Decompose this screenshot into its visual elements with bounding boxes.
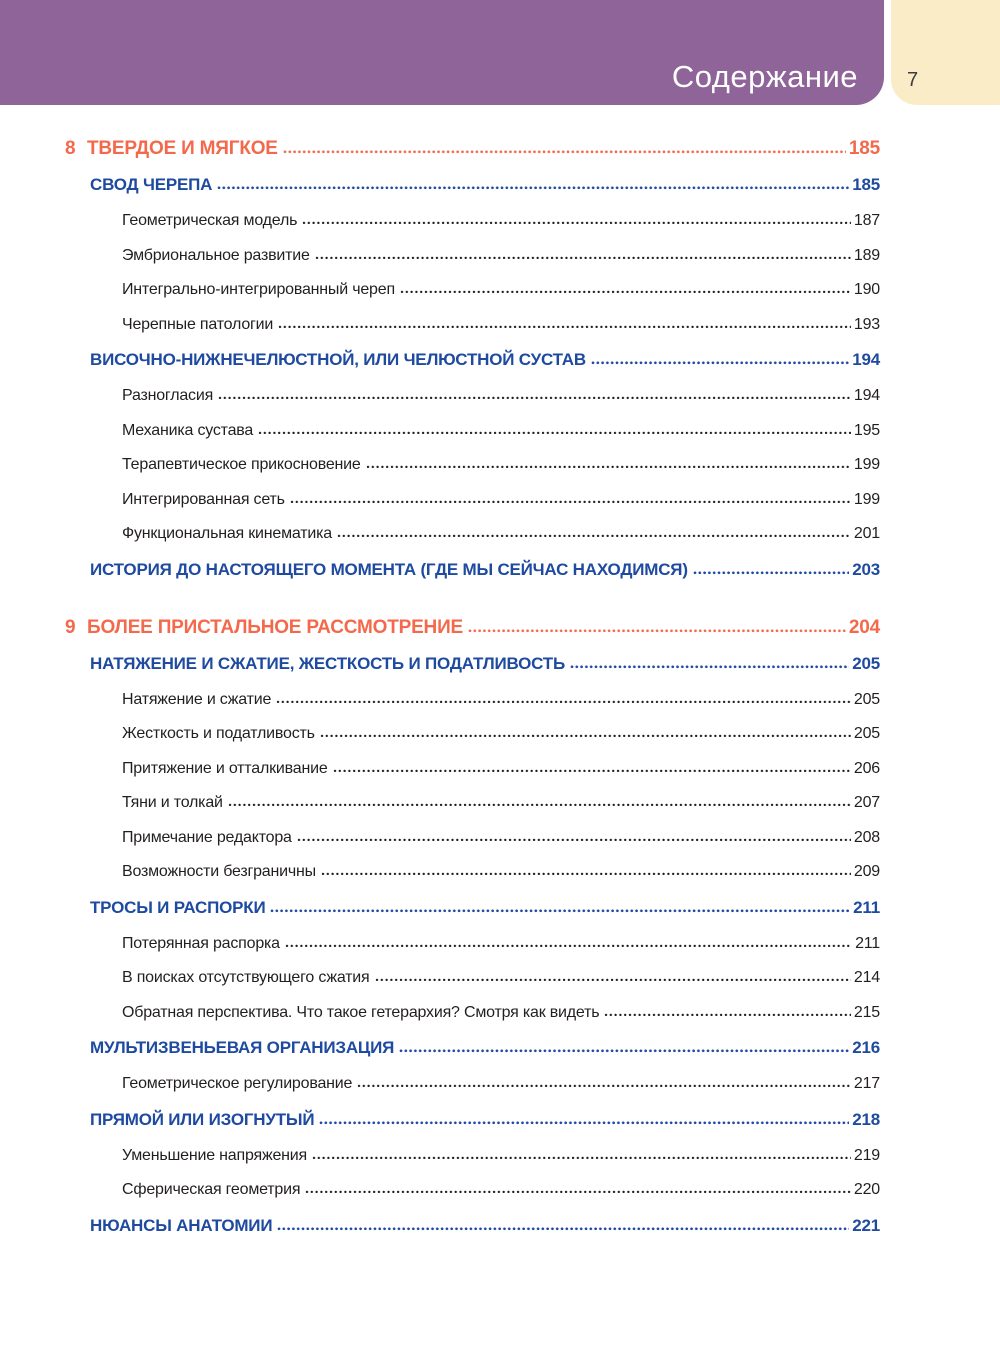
dot-leader	[283, 149, 846, 154]
toc-page-number: 205	[853, 690, 880, 708]
toc-entry-row[interactable]	[122, 969, 880, 987]
toc-entry-row[interactable]	[122, 794, 880, 812]
page-number-tab	[891, 0, 1000, 105]
toc-section-row[interactable]	[90, 1216, 880, 1236]
toc-title: Возможности безграничны	[122, 863, 316, 880]
toc-page-number: 199	[853, 456, 880, 473]
toc-title: Уменьшение напряжения	[122, 1146, 307, 1164]
toc-page-number: 208	[853, 828, 880, 846]
dot-leader	[321, 871, 851, 876]
toc-entry-row[interactable]	[122, 935, 880, 953]
toc-chapter-row[interactable]	[65, 617, 880, 639]
toc-page-number: 201	[853, 525, 880, 542]
toc-title: Жесткость и податливость	[122, 725, 315, 742]
dot-leader	[278, 324, 851, 329]
dot-leader	[468, 628, 846, 633]
toc-entry-row[interactable]	[122, 863, 880, 881]
toc-title: ПРЯМОЙ ИЛИ ИЗОГНУТЫЙ	[90, 1109, 315, 1129]
dot-leader	[218, 395, 851, 400]
toc-entry-row[interactable]	[122, 491, 880, 509]
toc-title: БОЛЕЕ ПРИСТАЛЬНОЕ РАССМОТРЕНИЕ	[87, 616, 464, 638]
toc-entry-row[interactable]	[122, 1075, 880, 1093]
dot-leader	[297, 837, 851, 842]
dot-leader	[312, 1155, 851, 1160]
toc-section-row[interactable]	[90, 350, 880, 370]
toc-page-number: 219	[853, 1146, 880, 1164]
toc-entry-row[interactable]	[122, 422, 880, 440]
toc-entry-row[interactable]	[122, 212, 880, 230]
dot-leader	[399, 1048, 849, 1053]
toc-page-number: 193	[853, 315, 880, 333]
toc-title: Механика сустава	[122, 421, 254, 439]
toc-page-number: 218	[852, 1109, 880, 1129]
toc-page-number: 215	[853, 1003, 880, 1021]
toc-page-number: 194	[853, 387, 880, 404]
dot-leader	[320, 733, 851, 738]
dot-leader	[277, 1226, 849, 1231]
toc-entry-row[interactable]	[122, 1147, 880, 1165]
toc-section-row[interactable]	[90, 175, 880, 195]
toc-page-number: 190	[853, 281, 880, 298]
toc-title: В поисках отсутствующего сжатия	[122, 969, 370, 986]
dot-leader	[258, 430, 851, 435]
toc-page-number: 205	[853, 725, 880, 742]
toc-page-number: 185	[852, 175, 880, 194]
toc-title: МУЛЬТИЗВЕНЬЕВАЯ ОРГАНИЗАЦИЯ	[90, 1038, 395, 1057]
toc-title: ИСТОРИЯ ДО НАСТОЯЩЕГО МОМЕНТА (ГДЕ МЫ СЕЙЧАС НАХОДИМСЯ)	[90, 559, 688, 579]
toc-title: Черепные патологии	[122, 315, 274, 333]
toc-page-number: 194	[852, 350, 880, 369]
toc-title: Сферическая геометрия	[122, 1181, 301, 1198]
toc-title: Разногласия	[122, 387, 214, 404]
toc-chapter-row[interactable]	[65, 138, 880, 160]
toc-section-row[interactable]	[90, 654, 880, 674]
toc-page-number: 203	[852, 559, 880, 579]
toc-page-number: 220	[853, 1181, 880, 1198]
toc-title: НАТЯЖЕНИЕ И СЖАТИЕ, ЖЕСТКОСТЬ И ПОДАТЛИВОСТЬ	[90, 653, 566, 673]
toc-title: ТВЕРДОЕ И МЯГКОЕ	[87, 138, 278, 159]
header-bar	[0, 0, 884, 105]
toc-entry-row[interactable]	[122, 1004, 880, 1022]
dot-leader	[570, 664, 849, 669]
toc-entry-row[interactable]	[122, 725, 880, 743]
toc-entry-row[interactable]	[122, 456, 880, 474]
dot-leader	[319, 1120, 849, 1125]
toc-title: Потерянная распорка	[122, 934, 280, 952]
dot-leader	[217, 185, 849, 190]
toc-page-number: 216	[852, 1038, 880, 1057]
dot-leader	[285, 943, 852, 948]
toc-title: Функциональная кинематика	[122, 525, 332, 542]
toc-title: Примечание редактора	[122, 828, 292, 846]
toc-title: ВИСОЧНО-НИЖНЕЧЕЛЮСТНОЙ, ИЛИ ЧЕЛЮСТНОЙ СУСТАВ	[90, 350, 586, 369]
toc-page-number: 207	[853, 794, 880, 811]
toc-title: Обратная перспектива. Что такое гетерархия? Смотря как видеть	[122, 1003, 600, 1021]
toc-title: Терапевтическое прикосновение	[122, 456, 361, 473]
toc-page-number: 211	[855, 934, 880, 952]
toc-page-number: 205	[852, 653, 880, 673]
toc-page-number: 199	[853, 490, 880, 508]
toc-page-number: 185	[848, 138, 880, 159]
dot-leader	[591, 360, 849, 365]
dot-leader	[604, 1012, 851, 1017]
toc-entry-row[interactable]	[122, 829, 880, 847]
toc-title: Интегрально-интегрированный череп	[122, 281, 395, 298]
dot-leader	[337, 533, 851, 538]
toc-title: Притяжение и отталкивание	[122, 759, 328, 777]
toc-title: СВОД ЧЕРЕПА	[90, 175, 213, 194]
table-of-contents	[65, 138, 880, 1253]
toc-page-number: 189	[853, 246, 880, 264]
toc-page-number: 211	[853, 897, 880, 917]
dot-leader	[333, 768, 851, 773]
toc-entry-row[interactable]	[122, 525, 880, 543]
dot-leader	[276, 699, 851, 704]
toc-page-number: 214	[853, 969, 880, 986]
chapter-number: 8	[65, 138, 76, 159]
toc-section-row[interactable]	[90, 898, 880, 918]
toc-title: Геометрическое регулирование	[122, 1075, 353, 1092]
toc-entry-row[interactable]	[122, 760, 880, 778]
toc-section-row[interactable]	[90, 1110, 880, 1130]
page-header	[0, 0, 1000, 105]
toc-entry-row[interactable]	[122, 387, 880, 405]
toc-page-number: 187	[853, 212, 880, 229]
dot-leader	[270, 908, 850, 913]
toc-title: Тяни и толкай	[122, 794, 223, 811]
dot-leader	[305, 1189, 851, 1194]
toc-section-row[interactable]	[90, 1038, 880, 1058]
toc-page-number: 217	[853, 1075, 880, 1092]
toc-title: ТРОСЫ И РАСПОРКИ	[90, 897, 266, 917]
toc-title: Эмбриональное развитие	[122, 246, 310, 264]
toc-title: Геометрическая модель	[122, 212, 298, 229]
toc-page-number: 195	[853, 421, 880, 439]
toc-entry-row[interactable]	[122, 247, 880, 265]
page-title: Содержание	[671, 59, 858, 94]
dot-leader	[302, 220, 851, 225]
dot-leader	[375, 977, 851, 982]
dot-leader	[315, 255, 851, 260]
toc-page-number: 221	[852, 1215, 880, 1235]
toc-section-row[interactable]	[90, 560, 880, 580]
dot-leader	[357, 1083, 851, 1088]
toc-entry-row[interactable]	[122, 1181, 880, 1199]
toc-title: Натяжение и сжатие	[122, 690, 272, 708]
toc-page-number: 209	[853, 863, 880, 880]
toc-page-number: 206	[853, 759, 880, 777]
toc-entry-row[interactable]	[122, 691, 880, 709]
toc-entry-row[interactable]	[122, 316, 880, 334]
toc-title: Интегрированная сеть	[122, 490, 285, 508]
dot-leader	[228, 802, 851, 807]
dot-leader	[366, 464, 851, 469]
toc-title: НЮАНСЫ АНАТОМИИ	[90, 1215, 273, 1235]
current-page-number: 7	[907, 69, 919, 91]
dot-leader	[400, 289, 851, 294]
chapter-number: 9	[65, 616, 76, 638]
toc-page-number: 204	[848, 616, 880, 638]
dot-leader	[290, 499, 851, 504]
toc-entry-row[interactable]	[122, 281, 880, 299]
dot-leader	[693, 570, 849, 575]
